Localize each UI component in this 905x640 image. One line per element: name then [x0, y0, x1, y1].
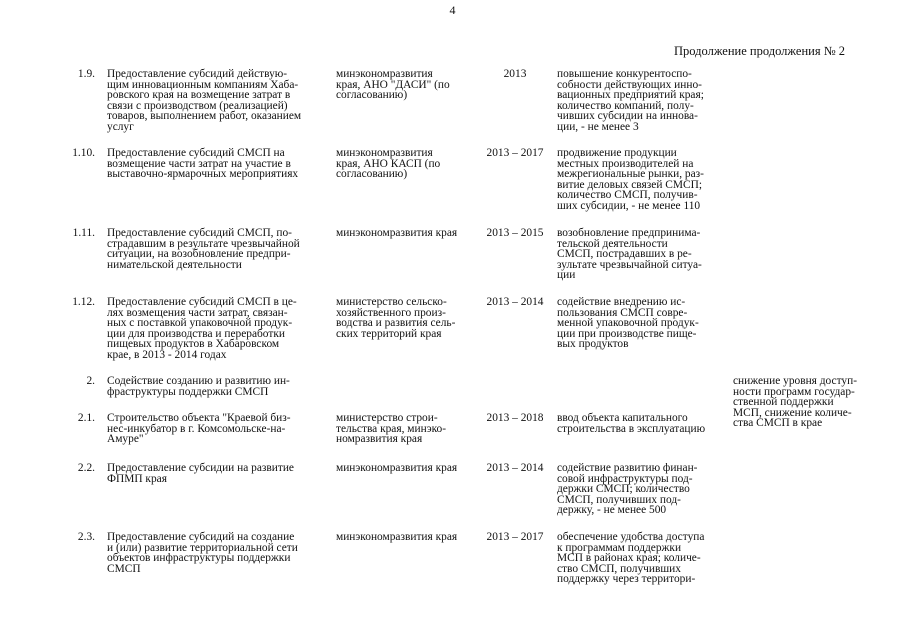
row-number: 2.3.	[77, 531, 95, 543]
row-period: 2013 – 2015	[486, 227, 544, 239]
row-title: Содействие созданию и развитию ин- фраструктуры поддержки СМСП	[107, 375, 290, 398]
page-number: 4	[449, 3, 456, 17]
row-number: 2.2.	[77, 462, 95, 474]
row-number: 1.12.	[72, 296, 95, 308]
row-period: 2013 – 2017	[486, 531, 544, 543]
row-result: продвижение продукции местных производителей на межрегиональные рынки, раз- витие деловых связей СМСП; количество СМСП, получив- ших субсидии, - не менее 110	[557, 147, 704, 212]
row-title: Предоставление субсидий на создание и (или) развитие территориальной сети объектов инфраструктуры поддержки СМСП	[107, 531, 298, 575]
row-title: Строительство объекта "Краевой биз- нес-инкубатор в г. Комсомольске-на- Амуре"	[107, 412, 291, 446]
row-period: 2013 – 2017	[486, 147, 544, 159]
row-indicator: снижение уровня доступ- ности программ государ- ственной поддержки МСП, снижение количе- ства СМСП в крае	[733, 375, 858, 430]
row-period: 2013	[503, 68, 527, 80]
row-executor: минэкономразвития края	[336, 227, 458, 239]
continuation-label: Продолжение продолжения № 2	[673, 44, 845, 58]
row-executor: минэкономразвития края, АНО "ДАСИ" (по согласованию)	[336, 68, 450, 102]
row-result: повышение конкурентоспо- собности действующих инно- вационных предприятий края; количество компаний, полу- чивших субсидии на иннова- ции, - не менее 3	[557, 68, 704, 133]
row-title: Предоставление субсидий СМСП на возмещение части затрат на участие в выставочно-ярмарочных мероприятиях	[107, 147, 299, 181]
row-executor: минэкономразвития края, АНО КАСП (по согласованию)	[336, 147, 441, 181]
row-executor: министерство сельско- хозяйственного произ- водства и развития сель- ских территорий края	[336, 296, 456, 340]
row-title: Предоставление субсидий СМСП, по- страдавшим в результате чрезвычайной ситуации, на возобновление предпри- нимательской деятельности	[107, 227, 300, 271]
row-title: Предоставление субсидий СМСП в це- лях возмещения части затрат, связан- ных с поставкой упаковочной продук- ции для производства и переработки пищевых продуктов в Хабаровском крае, в 2013 - 2014 годах	[107, 296, 297, 361]
row-title: Предоставление субсидии на развитие ФПМП края	[107, 462, 294, 485]
row-number: 2.	[86, 375, 95, 387]
row-result: обеспечение удобства доступа к программам поддержки МСП в районах края; количе- ство СМСП, получивших поддержку через территори-	[557, 531, 705, 586]
row-result: ввод объекта капитального строительства в эксплуатацию	[557, 412, 706, 435]
row-period: 2013 – 2014	[486, 462, 544, 474]
row-executor: министерство строи- тельства края, минэко- номразвития края	[336, 412, 447, 446]
row-executor: минэкономразвития края	[336, 462, 458, 474]
row-result: возобновление предпринима- тельской деятельности СМСП, пострадавших в ре- зультате чрезвычайной ситуа- ции	[557, 227, 702, 282]
row-result: содействие внедрению ис- пользования СМСП совре- менной упаковочной продук- ции при производстве пище- вых продуктов	[557, 296, 699, 351]
row-executor: минэкономразвития края	[336, 531, 458, 543]
row-period: 2013 – 2014	[486, 296, 544, 308]
row-number: 2.1.	[77, 412, 95, 424]
row-title: Предоставление субсидий действую- щим инновационным компаниям Хаба- ровского края на возмещение затрат в связи с производством (реализацией) товаров, выполнением работ, оказанием услуг	[107, 68, 302, 133]
row-number: 1.11.	[72, 227, 95, 239]
row-number: 1.10.	[72, 147, 95, 159]
row-period: 2013 – 2018	[486, 412, 544, 424]
row-result: содействие развитию финан- совой инфраструктуры под- держки СМСП; количество СМСП, получивших под- держку, - не менее 500	[557, 462, 698, 517]
row-number: 1.9.	[77, 68, 95, 80]
